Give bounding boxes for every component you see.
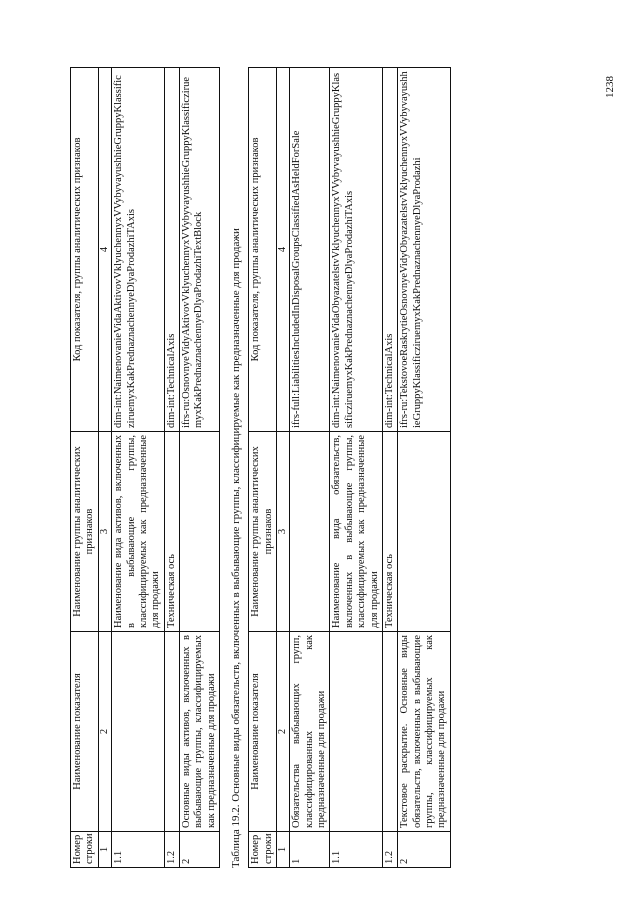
group-name: [290, 432, 330, 632]
row-number: 1.1: [330, 832, 383, 868]
table-row: [112, 68, 165, 868]
table-row: [180, 68, 220, 868]
group-name: Техническая ось: [164, 432, 179, 632]
row-number: 1.1: [112, 832, 165, 868]
column-number: 1: [98, 832, 111, 868]
table-header-row: [71, 68, 99, 868]
table-row: [330, 68, 383, 868]
header-indicator-name: Наименование показателя: [249, 632, 277, 832]
header-code: Код показателя, группы аналитических признаков: [249, 68, 277, 432]
table-row: [164, 68, 179, 868]
group-name: Техническая ось: [382, 432, 397, 632]
group-name: Наименование вида обязательств, включенных в выбывающие группы, классифицируемых как предназначенные для продажи: [330, 432, 383, 632]
indicator-code: dim-int:TechnicalAxis: [382, 68, 397, 432]
column-number-row: [98, 68, 111, 868]
column-number: 2: [276, 632, 289, 832]
group-name: Наименование вида активов, включенных в выбывающие группы, классифицируемых как предназначенные для продажи: [112, 432, 165, 632]
header-code: Код показателя, группы аналитических признаков: [71, 68, 99, 432]
table-row: [290, 68, 330, 868]
column-number: 1: [276, 832, 289, 868]
row-number: 2: [398, 832, 451, 868]
column-number: 2: [98, 632, 111, 832]
indicator-code: ifrs-ru:OsnovnyeVidyAktivovVklyuchennyxVVybyvayushhieGruppyKlassificziruemyxKakPrednaznachennyeDlyaProdazhiTextBlock: [180, 68, 220, 432]
row-number: 2: [180, 832, 220, 868]
table-row: [398, 68, 451, 868]
group-name: [180, 432, 220, 632]
column-number: 4: [276, 68, 289, 432]
table-caption: Таблица 19.2. Основные виды обязательств, включенных в выбывающие группы, классифицируемые как предназначенные для продажи: [230, 228, 243, 868]
indicator-name: Обязательства выбывающих групп, классифицированных как предназначенные для продажи: [290, 632, 330, 832]
header-indicator-name: Наименование показателя: [71, 632, 99, 832]
column-number-row: [276, 68, 289, 868]
rotated-content: [70, 48, 630, 868]
indicator-name: [164, 632, 179, 832]
table-19-2: [248, 67, 451, 868]
group-name: [398, 432, 451, 632]
table-row: [382, 68, 397, 868]
header-group-name: Наименование группы аналитических признаков: [71, 432, 99, 632]
header-row-number: Номер строки: [249, 832, 277, 868]
row-number: 1.2: [382, 832, 397, 868]
page-number: 1238: [604, 76, 616, 98]
row-number: 1.2: [164, 832, 179, 868]
indicator-code: dim-int:TechnicalAxis: [164, 68, 179, 432]
indicator-code: ifrs-ru:TekstovoeRaskrytieOsnovnyeVidyObyazatelstvVklyuchennyxVVybyvayushhieGruppyKlassificziruemyxKakPrednaznachennyeDlyaProdazhi: [398, 68, 451, 432]
indicator-code: dim-int:NaimenovanieVidaObyazatelstvVklyuchennyxVVybyvayushhieGruppyKlassificziruemyxKakPrednaznachennyeDlyaProdazhiTAxis: [330, 68, 383, 432]
indicator-name: [382, 632, 397, 832]
column-number: 3: [276, 432, 289, 632]
indicator-name: Основные виды активов, включенных в выбывающие группы, классифицируемых как предназначенные для продажи: [180, 632, 220, 832]
indicator-code: ifrs-full:LiabilitiesIncludedInDisposalGroupsClassifiedAsHeldForSale: [290, 68, 330, 432]
table-header-row: [249, 68, 277, 868]
indicator-name: [330, 632, 383, 832]
column-number: 4: [98, 68, 111, 432]
indicator-code: dim-int:NaimenovanieVidaAktivovVklyuchennyxVVybyvayushhieGruppyKlassificziruemyxKakPrednaznachennyeDlyaProdazhiTAxis: [112, 68, 165, 432]
table-19-1-continuation: [70, 67, 220, 868]
header-group-name: Наименование группы аналитических признаков: [249, 432, 277, 632]
column-number: 3: [98, 432, 111, 632]
indicator-name: [112, 632, 165, 832]
row-number: 1: [290, 832, 330, 868]
header-row-number: Номер строки: [71, 832, 99, 868]
indicator-name: Текстовое раскрытие. Основные виды обязательств, включенных в выбывающие группы, классифицируемых как предназначенные для продажи: [398, 632, 451, 832]
